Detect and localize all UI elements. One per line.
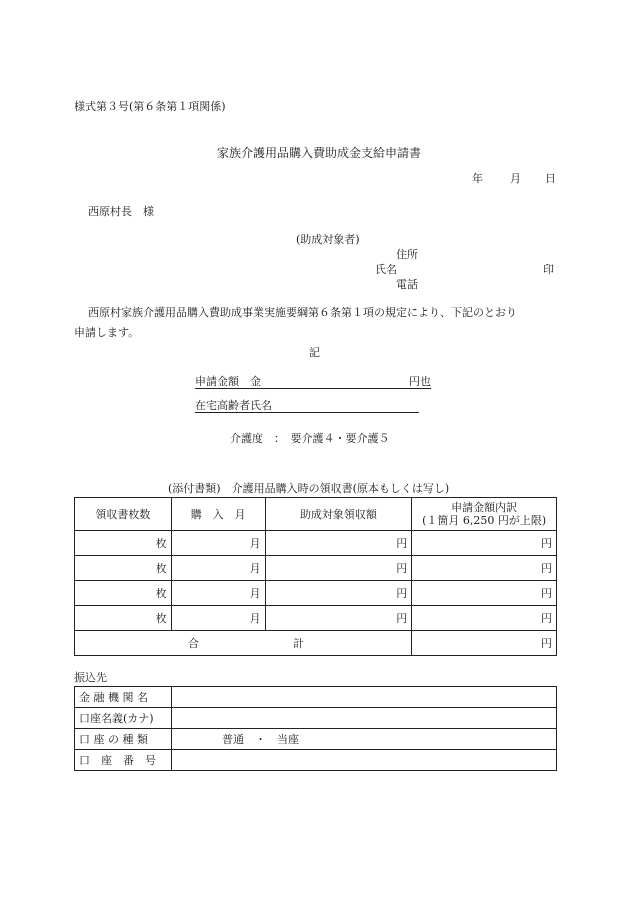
cell-count[interactable]: 枚 — [75, 531, 172, 556]
addressee: 西原村長 様 — [88, 205, 154, 218]
total-row — [75, 631, 557, 656]
account-holder-label: 口座名義(カナ) — [75, 708, 172, 729]
cell-breakdown[interactable]: 円 — [412, 581, 557, 606]
elderly-name-label: 在宅高齢者氏名 — [195, 399, 272, 412]
amount-suffix: 円也 — [409, 375, 431, 388]
bank-table — [74, 686, 557, 771]
cell-breakdown[interactable]: 円 — [412, 556, 557, 581]
receipt-table-header — [75, 498, 557, 531]
bank-row — [75, 708, 557, 729]
body-text-line1: 西原村家族介護用品購入費助成事業実施要綱第６条第１項の規定により、下記のとおり — [88, 306, 517, 319]
cell-eligible[interactable]: 円 — [265, 581, 412, 606]
body-text-line2: 申請します。 — [74, 326, 140, 339]
total-label-right: 計 — [293, 637, 304, 650]
applicant-heading: (助成対象者) — [296, 233, 360, 246]
table-row — [75, 556, 557, 581]
cell-count[interactable]: 枚 — [75, 556, 172, 581]
receipt-table — [74, 497, 557, 656]
bank-name-value[interactable] — [172, 687, 557, 708]
address-label: 住所 — [396, 248, 418, 261]
cell-month[interactable]: 月 — [171, 556, 265, 581]
cell-month[interactable]: 月 — [171, 581, 265, 606]
ki-heading: 記 — [309, 346, 320, 359]
header-breakdown — [412, 498, 557, 531]
cell-month[interactable]: 月 — [171, 531, 265, 556]
total-label-left: 合 — [188, 637, 199, 650]
header-receipt-count: 領収書枚数 — [75, 498, 172, 531]
account-holder-value[interactable] — [172, 708, 557, 729]
page-title: 家族介護用品購入費助成金支給申請書 — [217, 146, 422, 160]
total-label — [75, 631, 412, 656]
phone-label: 電話 — [396, 278, 418, 291]
date-year: 年 — [472, 172, 483, 185]
cell-breakdown[interactable]: 円 — [412, 531, 557, 556]
attachments-caption: (添付書類) 介護用品購入時の領収書(原本もしくは写し) — [168, 482, 450, 495]
account-number-label: 口 座 番 号 — [75, 750, 172, 771]
transfer-heading: 振込先 — [74, 671, 107, 684]
header-breakdown-title: 申請金額内訳 — [451, 501, 518, 514]
elderly-name-line — [195, 399, 419, 413]
cell-breakdown[interactable]: 円 — [412, 606, 557, 631]
header-breakdown-note: (１箇月 6,250 円が上限) — [422, 514, 547, 527]
table-row — [75, 531, 557, 556]
cell-eligible[interactable]: 円 — [265, 606, 412, 631]
cell-month[interactable]: 月 — [171, 606, 265, 631]
header-purchase-month: 購 入 月 — [171, 498, 265, 531]
amount-label: 申請金額 金 — [195, 375, 261, 388]
amount-line — [195, 375, 431, 389]
cell-count[interactable]: 枚 — [75, 606, 172, 631]
header-eligible-amount: 助成対象領収額 — [265, 498, 412, 531]
seal-mark: 印 — [543, 263, 554, 276]
bank-row — [75, 687, 557, 708]
date-day: 日 — [545, 172, 556, 185]
cell-eligible[interactable]: 円 — [265, 531, 412, 556]
date-month: 月 — [510, 172, 521, 185]
table-row — [75, 581, 557, 606]
account-type-options: 普通 ・ 当座 — [222, 732, 299, 746]
name-label: 氏名 — [375, 263, 397, 276]
cell-eligible[interactable]: 円 — [265, 556, 412, 581]
bank-row — [75, 750, 557, 771]
account-number-value[interactable] — [172, 750, 557, 771]
account-type-value[interactable] — [172, 729, 557, 750]
table-row — [75, 606, 557, 631]
cell-count[interactable]: 枚 — [75, 581, 172, 606]
form-number: 様式第３号(第６条第１項関係) — [74, 100, 226, 113]
bank-name-label: 金 融 機 関 名 — [75, 687, 172, 708]
account-type-label: 口 座 の 種 類 — [75, 729, 172, 750]
total-amount[interactable]: 円 — [412, 631, 557, 656]
bank-row — [75, 729, 557, 750]
care-level: 介護度 ： 要介護４・要介護５ — [230, 432, 390, 445]
